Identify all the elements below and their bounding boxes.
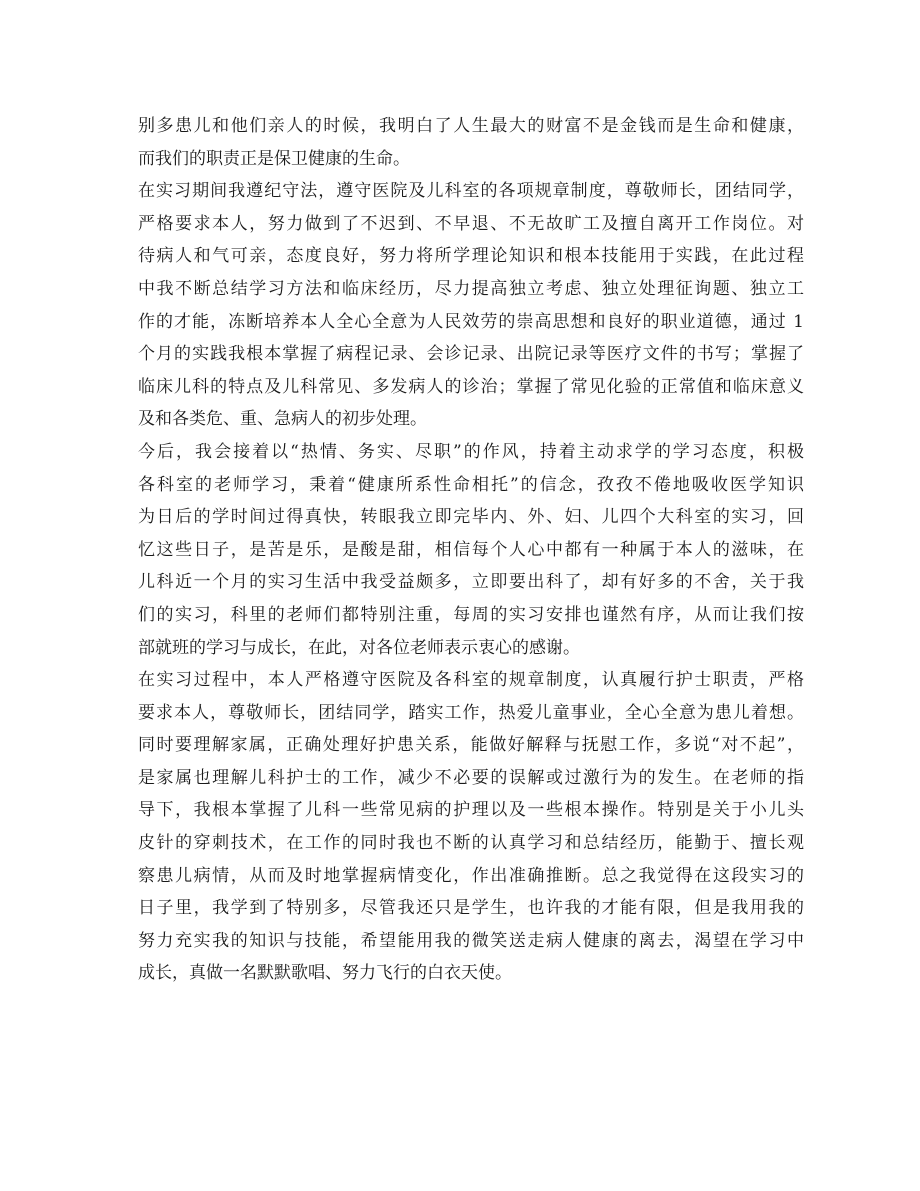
paragraph-2	[138, 175, 804, 436]
text-line: 作的才能，冻断培养本人全心全意为人民效劳的崇高思想和良好的职业道德，通过 1	[138, 311, 804, 332]
paragraph-1	[138, 110, 804, 175]
text-line: 临床儿科的特点及儿科常见、多发病人的诊治；掌握了常见化验的正常值和临床意义	[138, 376, 804, 397]
text-line: 们的实习，科里的老师们都特别注重，每周的实习安排也谨然有序，从而让我们按	[138, 604, 804, 625]
text-line: 是家属也理解儿科护士的工作，减少不必要的误解或过激行为的发生。在老师的指	[138, 767, 804, 788]
text-line: 部就班的学习与成长，在此，对各位老师表示衷心的感谢。	[138, 637, 580, 658]
text-line: 同时要理解家属，正确处理好护患关系，能做好解释与抚慰工作，多说“对不起”，	[138, 735, 804, 756]
text-line: 努力充实我的知识与技能，希望能用我的微笑送走病人健康的离去，渴望在学习中	[138, 930, 804, 951]
text-line: 待病人和气可亲，态度良好，努力将所学理论知识和根本技能用于实践，在此过程	[138, 246, 804, 267]
text-line: 儿科近一个月的实习生活中我受益颇多，立即要出科了，却有好多的不舍，关于我	[138, 572, 804, 593]
text-line: 别多患儿和他们亲人的时候，我明白了人生最大的财富不是金钱而是生命和健康，	[138, 116, 804, 136]
text-line: 在实习期间我遵纪守法，遵守医院及儿科室的各项规章制度，尊敬师长，团结同学，	[138, 181, 804, 202]
text-line: 而我们的职责正是保卫健康的生命。	[138, 148, 410, 169]
text-line: 各科室的老师学习，秉着“健康所系性命相托”的信念，孜孜不倦地吸收医学知识	[138, 474, 804, 495]
paragraph-4	[138, 664, 804, 990]
text-line: 严格要求本人，努力做到了不迟到、不早退、不无故旷工及擅自离开工作岗位。对	[138, 213, 804, 234]
text-line: 在实习过程中，本人严格遵守医院及各科室的规章制度，认真履行护士职责，严格	[138, 670, 804, 691]
text-line: 中我不断总结学习方法和临床经历，尽力提高独立考虑、独立处理征询题、独立工	[138, 278, 804, 299]
text-line: 忆这些日子，是苦是乐，是酸是甜，相信每个人心中都有一种属于本人的滋味，在	[138, 539, 804, 560]
paragraph-3	[138, 436, 804, 664]
text-line: 察患儿病情，从而及时地掌握病情变化，作出准确推断。总之我觉得在这段实习的	[138, 865, 804, 886]
text-line: 及和各类危、重、急病人的初步处理。	[138, 409, 427, 430]
text-line: 今后，我会接着以“热情、务实、尽职”的作风，持着主动求学的学习态度，积极	[138, 441, 804, 462]
text-line: 导下，我根本掌握了儿科一些常见病的护理以及一些根本操作。特别是关于小儿头	[138, 800, 804, 821]
text-line: 日子里，我学到了特别多，尽管我还只是学生，也许我的才能有限，但是我用我的	[138, 898, 804, 919]
text-line: 个月的实践我根本掌握了病程记录、会诊记录、出院记录等医疗文件的书写；掌握了	[138, 344, 804, 365]
document-page	[138, 110, 804, 990]
text-line: 成长，真做一名默默歌唱、努力飞行的白衣天使。	[138, 963, 512, 984]
text-line: 皮针的穿刺技术，在工作的同时我也不断的认真学习和总结经历，能勤于、擅长观	[138, 833, 804, 854]
text-line: 要求本人，尊敬师长，团结同学，踏实工作，热爱儿童事业，全心全意为患儿着想。	[138, 702, 804, 723]
text-line: 为日后的学时间过得真快，转眼我立即完毕内、外、妇、儿四个大科室的实习，回	[138, 507, 804, 528]
